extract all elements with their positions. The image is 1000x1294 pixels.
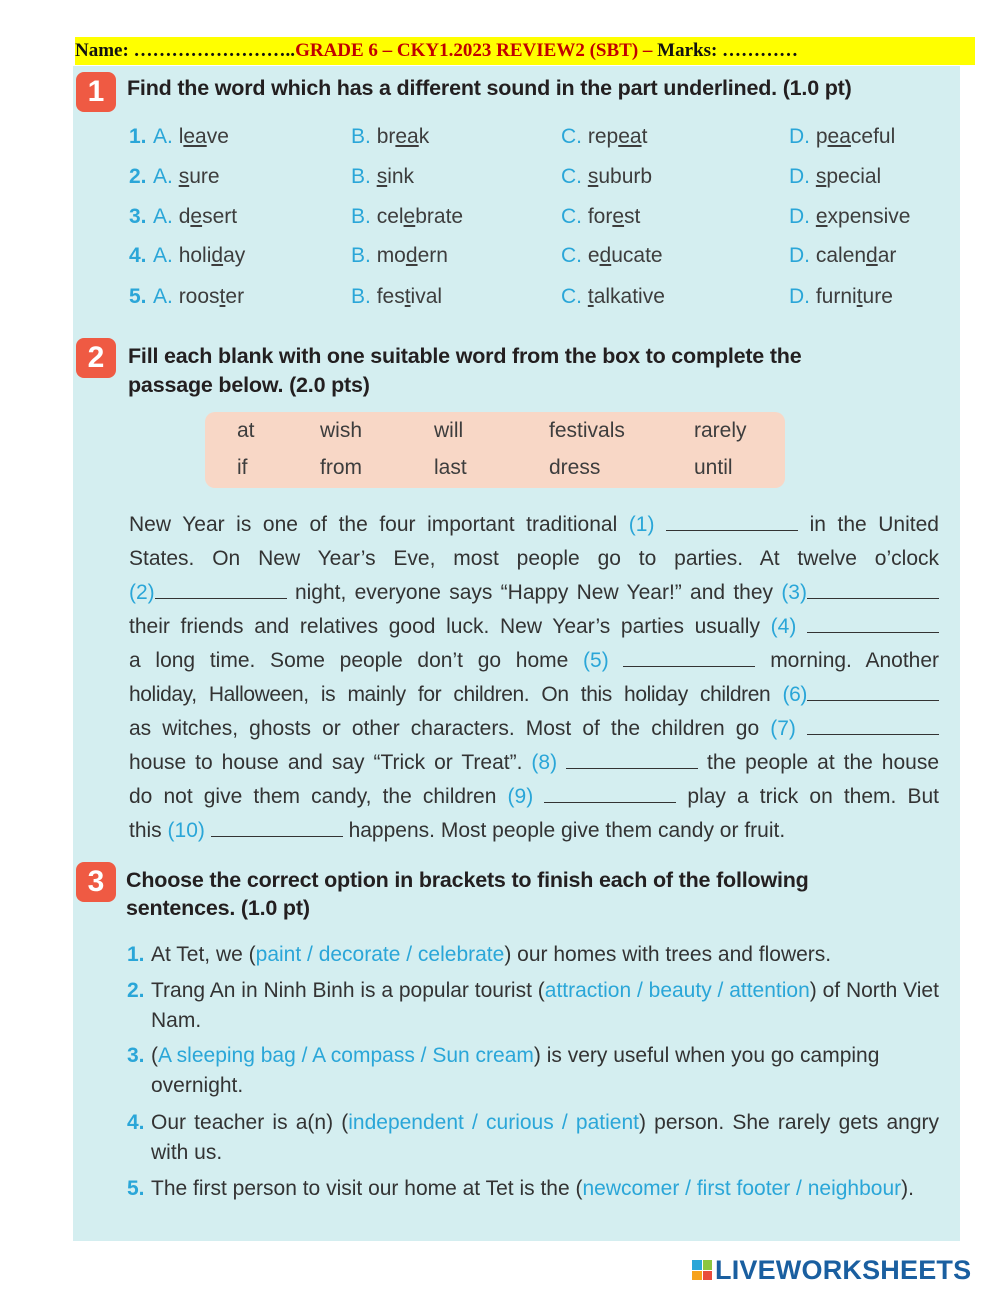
bracket-options[interactable]: independent / curious / patient	[348, 1111, 639, 1134]
section-2-title-line2: passage below. (2.0 pts)	[128, 373, 370, 397]
passage-line: do not give them candy, the children (9) play a trick on them. But	[129, 780, 939, 814]
answer-option[interactable]: D. peaceful	[789, 125, 896, 148]
blank-marker: (8)	[531, 751, 558, 774]
word-box-item: if	[237, 456, 248, 479]
question-number: 1.	[127, 943, 145, 966]
answer-blank-2[interactable]	[155, 578, 287, 599]
passage-line: this (10) happens. Most people give them candy or fruit.	[129, 814, 939, 848]
question-number: 4.	[129, 244, 147, 267]
answer-option[interactable]: A. holiday	[153, 244, 246, 267]
answer-option[interactable]: A. desert	[153, 205, 238, 228]
passage-line: house to house and say “Trick or Treat”. (8) the people at the house	[129, 746, 939, 780]
answer-option[interactable]: C. suburb	[561, 165, 653, 188]
bracket-options[interactable]: attraction / beauty / attention	[544, 979, 810, 1002]
blank-marker: (3)	[781, 581, 807, 604]
passage-line: New Year is one of the four important traditional (1) in the United	[129, 508, 939, 542]
bracket-options[interactable]: A sleeping bag / A compass / Sun cream	[158, 1044, 534, 1067]
answer-option[interactable]: C. educate	[561, 244, 663, 267]
word-box-item: dress	[549, 456, 601, 479]
passage-line: States. On New Year’s Eve, most people go to parties. At twelve o’clock	[129, 547, 939, 570]
sentence-item	[127, 1041, 939, 1101]
answer-option[interactable]: D. special	[789, 165, 882, 188]
word-box-item: last	[434, 456, 467, 479]
question-number: 2.	[127, 979, 145, 1002]
sentence-text: At Tet, we (paint / decorate / celebrate) our homes with trees and flowers.	[151, 943, 832, 966]
answer-option[interactable]: A. rooster	[153, 285, 245, 308]
worksheet-title: GRADE 6 – CKY1.2023 REVIEW2 (SBT) –	[295, 40, 658, 61]
marks-label: Marks: …………	[657, 40, 799, 61]
passage-line: a long time. Some people don’t go home (5) morning. Another	[129, 644, 939, 678]
word-box-item: will	[434, 419, 464, 442]
blank-marker: (1)	[628, 513, 655, 536]
word-box-item: festivals	[549, 419, 625, 442]
question-number: 5.	[127, 1177, 145, 1200]
section-1-title: Find the word which has a different sound in the part underlined. (1.0 pt)	[127, 76, 852, 100]
answer-blank-1[interactable]	[666, 510, 798, 531]
question-row	[129, 122, 949, 152]
word-box-item: at	[237, 419, 255, 442]
blank-marker: (4)	[770, 615, 797, 638]
logo-text: LIVEWORKSHEETS	[715, 1254, 972, 1285]
answer-option[interactable]: C. repeat	[561, 125, 648, 148]
passage-line: (2) night, everyone says “Happy New Year!” and they (3)	[129, 576, 939, 610]
passage	[129, 508, 939, 848]
answer-option[interactable]: D. expensive	[789, 205, 911, 228]
word-box-item: wish	[320, 419, 363, 442]
name-label: Name: ……………………..	[75, 40, 296, 61]
answer-option[interactable]: B. break	[351, 125, 430, 148]
section-2-title-line1: Fill each blank with one suitable word from the box to complete the	[128, 344, 802, 368]
section-3-title-line2: sentences. (1.0 pt)	[126, 896, 310, 920]
answer-option[interactable]: B. sink	[351, 165, 415, 188]
question-row	[129, 202, 949, 232]
question-number: 1.	[129, 125, 147, 148]
answer-blank-10[interactable]	[211, 816, 343, 837]
sentence-text: Trang An in Ninh Binh is a popular tourist (attraction / beauty / attention) of North Viet Nam.	[151, 979, 939, 1032]
passage-line: their friends and relatives good luck. New Year’s parties usually (4)	[129, 610, 939, 644]
logo-square	[692, 1271, 702, 1281]
blank-marker: (7)	[770, 717, 796, 740]
section-1-badge: 1	[76, 72, 116, 112]
answer-option[interactable]: C. talkative	[561, 285, 665, 308]
answer-blank-9[interactable]	[544, 782, 676, 803]
bracket-options[interactable]: newcomer / first footer / neighbour	[582, 1177, 902, 1200]
question-number: 5.	[129, 285, 147, 308]
answer-option[interactable]: A. leave	[153, 125, 229, 148]
sentence-text: Our teacher is a(n) (independent / curious / patient) person. She rarely gets angry with us.	[151, 1111, 939, 1164]
question-row	[129, 282, 949, 312]
logo-square	[703, 1260, 713, 1270]
blank-marker: (6)	[782, 683, 808, 706]
section-3-badge: 3	[76, 862, 116, 902]
word-box	[205, 412, 785, 488]
answer-blank-7[interactable]	[807, 714, 939, 735]
liveworksheets-logo-icon	[692, 1260, 712, 1280]
blank-marker: (9)	[507, 785, 534, 808]
answer-option[interactable]: B. modern	[351, 244, 448, 267]
sentence-item	[127, 940, 939, 970]
answer-blank-8[interactable]	[566, 748, 698, 769]
answer-option[interactable]: C. forest	[561, 205, 641, 228]
logo-square	[703, 1271, 713, 1281]
passage-line: holiday, Halloween, is mainly for children. On this holiday children (6)	[129, 678, 939, 712]
section-3-title-line1: Choose the correct option in brackets to finish each of the following	[126, 868, 809, 892]
worksheet-header	[75, 37, 975, 65]
section-2-badge: 2	[76, 338, 116, 378]
answer-blank-4[interactable]	[807, 612, 939, 633]
answer-option[interactable]: D. furniture	[789, 285, 893, 308]
sentence-text: The first person to visit our home at Tet is the (newcomer / first footer / neighbour).	[151, 1177, 914, 1200]
blank-marker: (2)	[129, 581, 155, 604]
answer-option[interactable]: A. sure	[153, 165, 220, 188]
word-box-item: rarely	[694, 419, 747, 442]
answer-blank-5[interactable]	[623, 646, 755, 667]
sentence-item	[127, 976, 939, 1036]
sentence-item	[127, 1174, 939, 1204]
answer-blank-3[interactable]	[807, 578, 939, 599]
blank-marker: (5)	[583, 649, 609, 672]
answer-option[interactable]: D. calendar	[789, 244, 897, 267]
word-box-item: from	[320, 456, 362, 479]
answer-option[interactable]: B. festival	[351, 285, 443, 308]
answer-option[interactable]: B. celebrate	[351, 205, 464, 228]
blank-marker: (10)	[167, 819, 205, 842]
answer-blank-6[interactable]	[807, 680, 939, 701]
sentence-text: (A sleeping bag / A compass / Sun cream) is very useful when you go camping overnight.	[151, 1044, 880, 1097]
logo-square	[692, 1260, 702, 1270]
question-number: 2.	[129, 165, 147, 188]
question-row	[129, 241, 949, 271]
question-number: 3.	[127, 1044, 145, 1067]
liveworksheets-logo	[692, 1255, 971, 1285]
question-number: 4.	[127, 1111, 145, 1134]
passage-line: as witches, ghosts or other characters. Most of the children go (7)	[129, 712, 939, 746]
question-row	[129, 162, 949, 192]
question-number: 3.	[129, 205, 147, 228]
bracket-options[interactable]: paint / decorate / celebrate	[255, 943, 505, 966]
word-box-item: until	[694, 456, 733, 479]
sentence-item	[127, 1108, 939, 1168]
